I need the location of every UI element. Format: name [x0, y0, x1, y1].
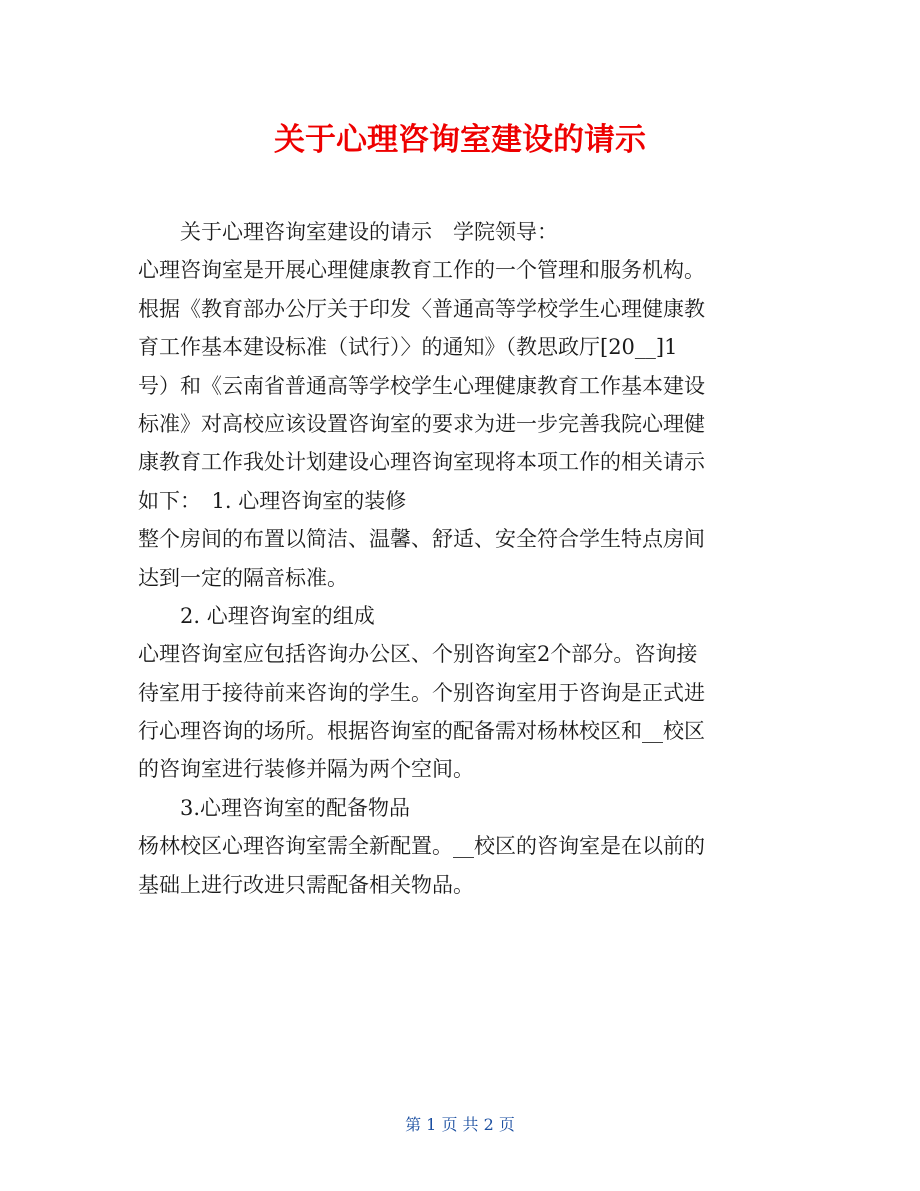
- document-title: 关于心理咨询室建设的请示: [274, 122, 646, 158]
- body-line: 行心理咨询的场所。根据咨询室的配备需对杨林校区和__校区: [138, 719, 705, 744]
- section-heading: 3.心理咨询室的配备物品: [180, 795, 411, 820]
- page-footer: 第 1 页 共 2 页: [405, 1115, 515, 1134]
- body-line: 康教育工作我处计划建设心理咨询室现将本项工作的相关请示: [138, 450, 705, 475]
- body-line: 的咨询室进行装修并隔为两个空间。: [138, 757, 474, 782]
- body-line: 待室用于接待前来咨询的学生。个别咨询室用于咨询是正式进: [138, 680, 705, 705]
- body-line: 关于心理咨询室建设的请示 学院领导：: [180, 220, 558, 244]
- document-body: [138, 213, 788, 904]
- body-line: 心理咨询室应包括咨询办公区、个别咨询室2个部分。咨询接: [138, 642, 698, 667]
- body-line: 达到一定的隔音标准。: [138, 565, 348, 590]
- body-line: 整个房间的布置以简洁、温馨、舒适、安全符合学生特点房间: [138, 527, 705, 552]
- body-line: 基础上进行改进只需配备相关物品。: [138, 872, 474, 897]
- body-line: 如下： 1. 心理咨询室的装修: [138, 488, 407, 513]
- body-line: 心理咨询室是开展心理健康教育工作的一个管理和服务机构。: [138, 258, 705, 283]
- body-line: 号）和《云南省普通高等学校学生心理健康教育工作基本建设: [138, 373, 705, 398]
- section-heading: 2. 心理咨询室的组成: [180, 603, 375, 628]
- body-line: 育工作基本建设标准（试行）〉的通知》（教思政厅[20__]1: [138, 335, 678, 360]
- body-line: 标准》对高校应该设置咨询室的要求为进一步完善我院心理健: [138, 411, 705, 436]
- body-line: 根据《教育部办公厅关于印发〈普通高等学校学生心理健康教: [138, 296, 705, 321]
- body-line: 杨林校区心理咨询室需全新配置。__校区的咨询室是在以前的: [138, 834, 705, 859]
